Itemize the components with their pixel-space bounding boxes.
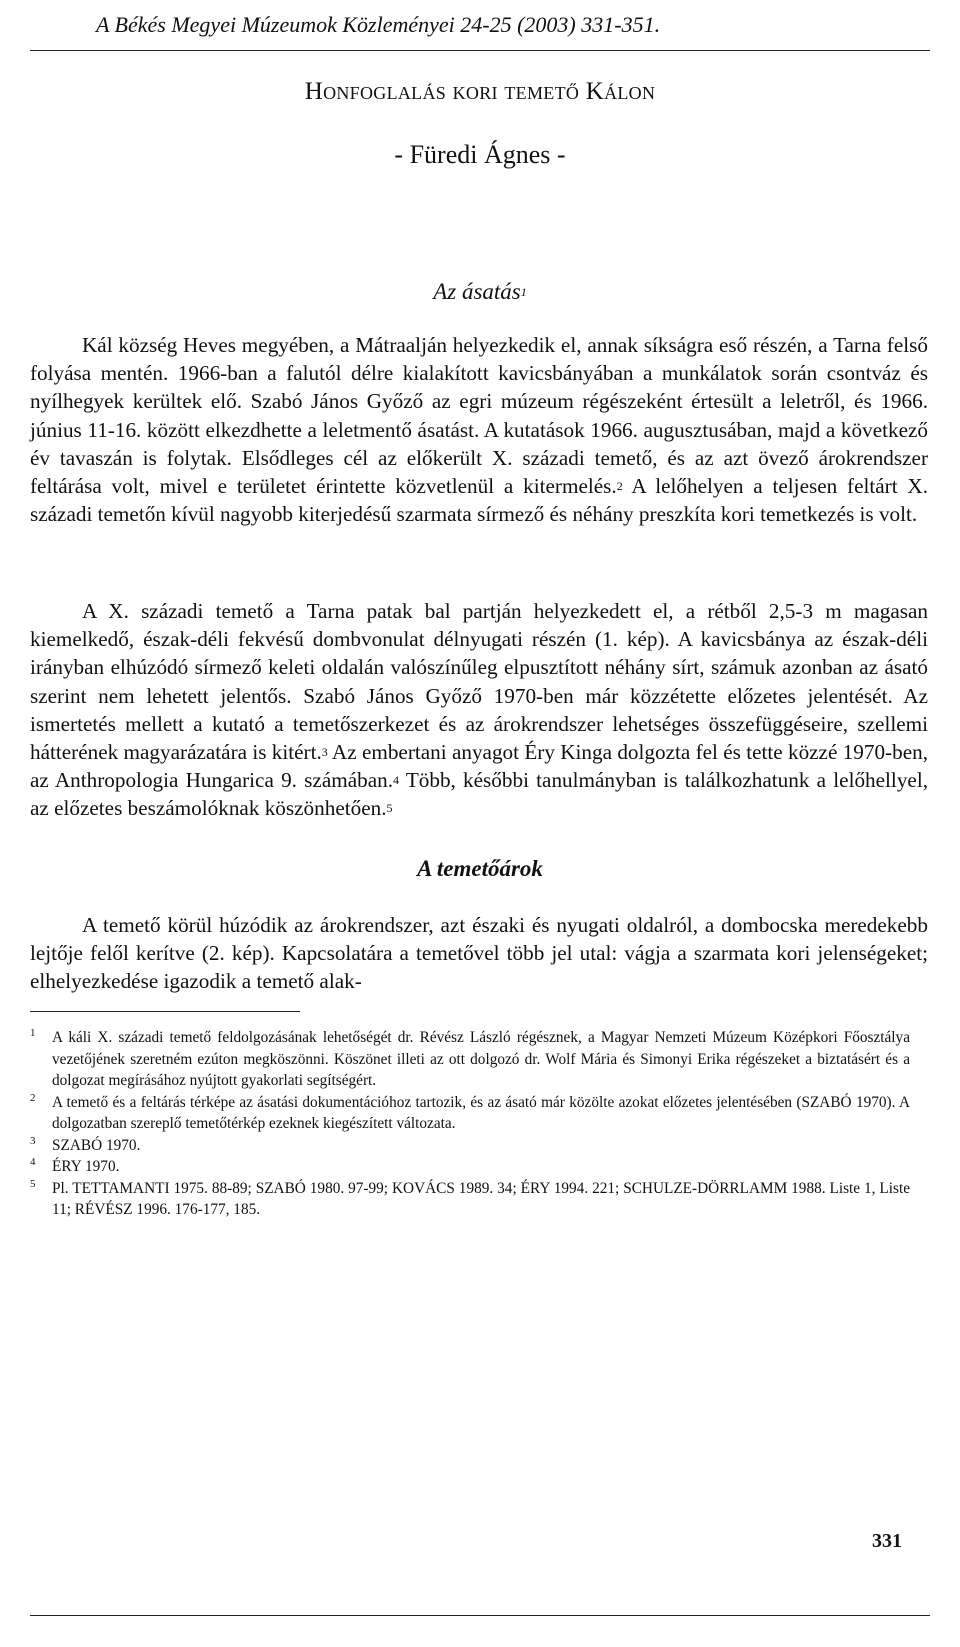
body-paragraph bbox=[30, 331, 928, 528]
footnote-ref: 2 bbox=[616, 479, 623, 494]
running-head: A Békés Megyei Múzeumok Közleményei 24-25 (2003) 331-351. bbox=[96, 12, 661, 37]
text-run: A lelőhelyen a teljesen feltárt X. századi temetőn kívül nagyobb kiterjedésű szarmata sírmező és néhány preszkíta kori temetkezés is volt. bbox=[30, 474, 929, 527]
paragraph-text bbox=[30, 911, 928, 996]
footnote-number: 5 bbox=[30, 1177, 36, 1190]
footer-rule bbox=[30, 1615, 930, 1616]
article-author: - Füredi Ágnes - bbox=[394, 140, 566, 169]
footnote-number: 3 bbox=[30, 1134, 36, 1147]
body-paragraph bbox=[30, 911, 928, 996]
text-run: Az embertani anyagot Éry Kinga dolgozta fel és tette közzé 1970-ben, az Anthropologia Hungarica 9. számában. bbox=[30, 740, 928, 793]
footnote-number: 4 bbox=[30, 1156, 36, 1168]
body-paragraph bbox=[30, 597, 928, 823]
text-run: Több, későbbi tanulmányban is találkozhatunk a lelőhellyel, az előzetes beszámolóknak köszönhetően. bbox=[30, 768, 929, 821]
footnotes bbox=[30, 1027, 910, 1221]
footnote bbox=[30, 1092, 910, 1135]
footnote-number: 2 bbox=[30, 1091, 36, 1104]
article-title: Honfoglalás kori temető Kálon bbox=[304, 78, 656, 105]
footnote bbox=[30, 1156, 910, 1178]
footnote-text: A káli X. századi temető feldolgozásának lehetőségét dr. Révész László régésznek, a Magyar Nemzeti Múzeum Középkori Főosztálya vezetőjének szeretném ezúton megköszönni. Köszönet illeti az ott dolgozó dr. Wolf Mária és Simonyi Erika régészeket a biztatásért és a dolgozat megírásához nyújtott gyakorlati segítségért. bbox=[52, 1029, 910, 1089]
footnote-rule bbox=[30, 1011, 300, 1012]
footnote-ref: 1 bbox=[520, 285, 527, 299]
footnote-text: ÉRY 1970. bbox=[52, 1158, 120, 1175]
section-heading-text: Az ásatás bbox=[433, 279, 521, 304]
footnote bbox=[30, 1178, 910, 1221]
section-heading-cemetery-ditch: A temetőárok bbox=[417, 856, 543, 881]
section-heading-excavation bbox=[0, 279, 960, 305]
footnote bbox=[30, 1135, 910, 1157]
footnote bbox=[30, 1027, 910, 1092]
page-number: 331 bbox=[872, 1530, 902, 1552]
footnote-number: 1 bbox=[30, 1027, 36, 1039]
footnote-text: A temető és a feltárás térképe az ásatási dokumentációhoz tartozik, és az ásató már közölte azokat előzetes jelentésében (SZABÓ 1970). A dolgozatban szereplő temetőtérkép ezeknek kiegészített változata. bbox=[52, 1093, 910, 1132]
footnote-text: SZABÓ 1970. bbox=[52, 1136, 141, 1154]
header-rule bbox=[30, 50, 930, 51]
paragraph-text bbox=[30, 597, 928, 823]
text-run: Kál község Heves megyében, a Mátraalján helyezkedik el, annak síkságra eső részén, a Tarna felső folyása mentén. 1966-ban a falutól délre kialakított kavicsbányában a munkálatok során csontváz és nyílhegyek kerültek elő. Szabó János Győző az egri múzeum régészeként értesült a leletről, és 1966. június 11-16. között elkezdhette a leletmentő ásatást. A kutatások 1966. augusztusában, majd a következő év tavaszán is folytak. Elsődleges cél az előkerült X. századi temető, és az azt övező árokrendszer feltárása volt, mivel e területet érintette közvetlenül a kitermelés. bbox=[30, 333, 928, 499]
text-run: A X. századi temető a Tarna patak bal partján helyezkedett el, a rétből 2,5-3 m magasan kiemelkedő, észak-déli fekvésű dombvonulat délnyugati részén (1. kép). A kavicsbánya az észak-déli irányban elhúzódó sírmező keleti oldalán valószínűleg elpusztított néhány sírt, számuk azonban az ásató szerint nem lehetett jelentős. Szabó János Győző 1970-ben már közzétette előzetes jelentését. Az ismertetés mellett a kutató a temetőszerkezet és az árokrendszer lehetséges összefüggéseire, szellemi hátterének magyarázatára is kitért. bbox=[30, 599, 928, 765]
footnote-ref: 3 bbox=[321, 745, 328, 760]
paragraph-text bbox=[30, 331, 928, 528]
text-run: A temető körül húzódik az árokrendszer, azt északi és nyugati oldalról, a dombocska meredekebb lejtője felől kerítve (2. kép). Kapcsolatára a temetővel több jel utal: vágja a szarmata kori jelenségeket; elhelyezkedése igazodik a temető alak- bbox=[30, 913, 928, 994]
footnote-ref: 4 bbox=[393, 773, 399, 788]
footnote-ref: 5 bbox=[386, 801, 393, 816]
footnote-text: Pl. TETTAMANTI 1975. 88-89; SZABÓ 1980. 97-99; KOVÁCS 1989. 34; ÉRY 1994. 221; SCHULZE-DÖRRLAMM 1988. Liste 1, Liste 11; RÉVÉSZ 1996. 176-177, 185. bbox=[52, 1179, 910, 1218]
